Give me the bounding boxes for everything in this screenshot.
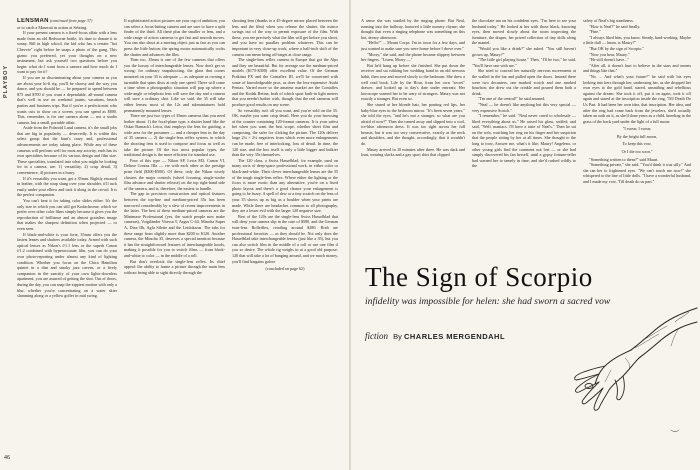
paragraph: But he'd hung up before she finished. She put down the receiver and sat rubbing her wedding band in an old nervous habit, then rose and moved slowly to the bedroom. She drew a well read book, Life by the Hour, from her own "secret" drawer, and looked up to day's date under entreats: Her horoscope warned her to be wary of strangers. Maury was not exactly a stranger. But even so. <box>361 62 465 102</box>
paragraph: "But OK by the sign of Scorpio." <box>589 45 645 51</box>
article-heading-line <box>17 18 117 25</box>
verse-line: To keep this vow, <box>622 141 652 147</box>
left-page <box>0 0 349 470</box>
story-column-1 <box>361 18 465 237</box>
paragraph: shooting lens (thanks to a 45-degree mirror placed between the lens and the film) when you release the shutter, the mirror swings out of the way to permit exposure of the film. With these, you see precisely what the film will get before you shoot, and you have no parallax problem whatever. This can be important in very close-up work, where a half-inch shift of the camera can mean being off-target at close range. <box>232 18 338 57</box>
paragraph: But don't overlook the single-lens reflex. Its chief appeal: the ability to frame a picture through the main lens without being able to sight directly through the <box>124 258 225 275</box>
byline-author: CHARLES MERGENDAHL <box>403 332 506 341</box>
paragraph: "Neal — he doesn't like anything but this very special — very expensive Scotch." <box>472 101 576 113</box>
verse-line: By the bright full moon, <box>616 133 658 139</box>
article-heading: LENSMAN <box>17 18 49 24</box>
paragraph: You can't beat it for taking color slides either. It's the only size in which you can still get Kodachrome, which we prefer over other color films simply because it gives you the reproduction of brilliance and an almost grainless image that makes the sharpest definition when projected — or even seen. <box>17 198 117 231</box>
paragraph: safety of Neal's big steadiness. <box>583 18 634 23</box>
paragraph: The gap in precision construction and optical features between the top-line and medium-priced 35s has been narrowed considerably by a slew of recent improvements in the latter. The best of these medium-priced cameras are the Minimaxe Professional (yes, the watch people now make cameras), Voigtländer Vitessa T, Argus C-44, Minolta Super A, Diax IIb, Agfa Silette and the Leidokaras. The tabs for these range from slightly more than $200 to $120. Another camera, the Minolta 35, deserves a special mention because it has the straightforward features of interchangeable hoods, making it possible for you to switch films — from black-and-white to color — in the middle of a roll. <box>124 191 225 258</box>
verse-line: "I swear, I swear, <box>622 126 652 132</box>
paragraph: Aside from the Polaroid Land camera, it's the small jobs that are big in popularity — deservedly. It is within this select group that the hunt's crazy and, professional advancements are today taking place. While any of these cameras will perform well for most any activity, each has its own specialties because of its various design and film size. These specialties, translated into what you might be looking for in a camera, are: 1) versatility, 2) crisp detail, 3) convenience, 4) pictures in a hurry. <box>17 125 117 176</box>
paragraph: "The little girl playing house." Then, "I'll be two," he said. "You'll have one with me." <box>472 57 576 68</box>
paragraph: She stared at her blonde hair, her pouting red lips, her baby-blue eyes in the bedroom mirror. "It's been seven years," she told the eyes, "and he's not a stranger, so what are you afraid of now?" Then she turned away and slipped into a cool, ice-blue afternoon dress. It was too tight across her full breasts, but it was too very conservative, exactly at the neck and shoulders, and she thought, accordingly, that it wouldn't do. <box>361 101 465 147</box>
article-column-1 <box>17 18 117 454</box>
paragraph: "Something written to them?" said Mauri. <box>589 156 659 162</box>
paragraph: Maury arrived in 10 minutes after three. He was dark and lean, wearing slacks and a gay sport shirt that clipped <box>361 146 465 158</box>
article-column-3 <box>232 18 338 454</box>
byline <box>365 331 505 341</box>
paragraph: Four of this type — Nikon SP, Leica M3, Canon VI, Deluxe Contax IIIa — vie with each other as the prestige prize field ($300-$500). Of these, only the Nikon wisely clusters the major controls (wheel focusing, single-stroke film advance and shutter release) on the top right-hand side of the camera, and is, therefore, the easiest to handle. <box>124 157 225 191</box>
paragraph: Then too, 35mm is one of the few cameras that offers you the luxury of interchangeable lenses. Now don't get us wrong: for ordinary snapshooting, the glass that comes mounted on your 35 is adequate — as adequate as owning a turntable that spins discs at only one speed. There will come a time when a photographic situation will pop up where a wide-angle or telephoto lens will save the day and a camera will save a ordinary shot. Like we said, the 35 will take either lenses; most of the 12s and subminiatures hold permanently mounted lenses. <box>124 57 225 113</box>
paragraph: If it's versatility you want, get a 35mm. Rightly encased in leather, with the strap slung over your shoulder, it'll tuck easily under your elbow and tuck it along in the crowd. It is the perfect companion. <box>17 175 117 198</box>
page-number: 46 <box>4 455 11 461</box>
paragraph: If black-and-white is your forte, 35mm offers you the fastest lenses and shutters available today. Armed with such optical lenses as Nikon's f/1.1 lens or the superb Canon f/1.2 combined with hyperaccurate film, you can do your own photo-reporting under almost any kind of lighting condition. Whether you focus on the Chica Hamilton quintet in a dim and smoky jazz cavern, or a lively companion in the sanctity of your own lights-downless apartment, you are assured of getting the shot. Out of doors, during the day, you can snap the zippiest motion with only a blur, whether you're concentrating on a water skier slamming along or a yellow golfer in mid swing. <box>17 231 117 299</box>
byline-genre: fiction <box>365 331 388 341</box>
paragraph: The single-lens reflex camera in Europe that got the Alps and they are beautiful. But for average use the medium-priced models ($175-$300) offer excellent value. Of the German Praktina FX and the Contaflex III, we'll be concerned with some of knowledgeable pros, as does the less-expensive Asahi Pentax. Varied more so the amateur market are the Contaflex and the Kodak Retina, both of which sport built-in light meters that you needn't bother with, though, that the real cameras will produce good results on any scene. <box>232 57 338 107</box>
paragraph: "After all, it doesn't hurt to believe in the stars and omens and things like that." <box>583 62 691 74</box>
paragraph: If you are as discriminating about your camera as you are about your hi-fi rig, you'll be choosy and the way you dance, and you should be — be prepared to spend between $75 and $700 if you want a dependable, all-round camera that's well in use on weekend jaunts, vacations, beach parties and business trips. But if you're a perfectionist who wants cuts to show on a screen, you can spend as $800. This, remember, is for one camera alone — not a studio camera, but a small, portable affair. <box>17 74 117 125</box>
paragraph: If your present camera is a fixed-focus affair with a lens made from an old Bedworne bottle, it's time to donate it to sonny. Bill in high school, the kid who has a certain "hot Chevvie" right before he snaps a photo of the gang. This gizmo you preferred, yet your thoughts on a new instrument, but ask yourself two questions before you begin: what do I want from a camera and how much do I want to pay for it? <box>17 30 117 75</box>
paragraph: "I always liked him, you know. Steady, hard-working. Maybe a little dull — hmm, is Maury?" <box>583 34 691 46</box>
paragraph: A sense she was startled by the ringing phone. But Neal, running into the hallway, honored a little nursery rhyme; she thought that even a ringing telephone was something on this hot, dreary afternoon. <box>361 18 465 40</box>
story-column-2 <box>472 18 576 237</box>
paragraph: She tried to conceal her naturally nervous movements at the walled in the bar and pulled open the doors. Instead there were two decanters, one marked scotch and one marked bourbon; she drew out the crinkle and poured them both a drink. <box>472 68 576 96</box>
story-title: The Sign of Scorpio <box>365 262 593 292</box>
article-column-2 <box>124 18 225 454</box>
continuation-note: (continued from page 37) <box>49 18 93 23</box>
paragraph: "How is Neal?" he said finally. <box>589 23 641 29</box>
right-page <box>351 0 700 470</box>
paragraph: There are just two types of 35mm cameras that you need bother about: 1) the focal-plane type, a shutter hand like the Oskar Barnack's Leica, that employs the lens for guiding, a wide area for the prosumer — and a cheaper lens in the day of 35 camera — 2) the single-lens reflex system, in which the shooting lens is used to compose and focus as well as take the picture. Of the two most popular types, the traditional design is the more efficient for standard use. <box>124 113 225 158</box>
paragraph: "He still doesn't have..." <box>589 57 630 63</box>
paragraph: "Hello?" ... Mount Corps. I'm in town for a few days, and just wanted to make sure you were home before I drove over." <box>361 40 465 51</box>
paragraph: or to catch a Maserati in action at Sebring. <box>17 24 88 30</box>
paragraph: The 120 class, a Swiss Hasselblad, for example, used on many sorts of deep-space professional work, in either color or black-and-white. Their clever interchangeable lenses are the 35 of the tough single-lens reflex. Where either the lighting or the focus is more exotic than any alternative, you're on a fixed photo layout and there's a good chance your enlargement is going to be fuzzy. A spell of dew or a tiny scratch on the lens of your 35 shows up as big as a boulder when your prints are made. While there are headaches common to all photography, they are a lesser evil with the larger 120 negative size. <box>232 157 338 214</box>
byline-by: By <box>393 332 402 341</box>
paragraph: "Fine." <box>589 29 601 35</box>
continued-on-note: (concluded on page 62) <box>265 266 305 272</box>
story-column-3 <box>583 18 691 237</box>
verse-line: Or I die too soon." <box>621 149 653 155</box>
paragraph: "Morry," she said, and the phone became slippery between her fingers. "Listen, Morry —" <box>361 51 465 63</box>
paragraph: "I remember," he said. "Neal never cared to wholesale —liked everything about us." He raised his glass, sniffed, and said, "Well, maniacs. I'll have a taste of Neal's." Then he sat on the sofa, watching her ring on his finger and her suspicion that the people sitting by her at all times. She thought to the long to trow, Answer me, what's it like, Maury! Angeleno, or other young girls find the comment not lost — or she had simply discovered his fan herself, until a gypsy fortune-teller had warned her to tamely in time, and she'd rushed wildly to the <box>472 113 576 169</box>
paragraph: "I'm one of the central!" he said amused. <box>478 96 546 102</box>
hand-holding-ring-illustration <box>539 300 699 450</box>
paragraph: If sophisticated action pictures are your cup of ambition, you can select a focus-hitting camera and are sure to have a split finder of the third. All these plus the smaller or lens, and a wide range of action cameras to get fast and smooth moves. You can also shoot at a moving object just as fast as you can press the little button; the spring motor automatically cocks the shutter and advances the film. <box>124 18 225 57</box>
paragraph: the chocolate tan on his confident eyes. "I'm here to see your husband today." He looked at her with those black, knowing eyes, then moved slowly about the room inspecting the furniture, the drapes, her prized collection of tiny dolls along the mantel. <box>472 18 576 46</box>
paragraph: So versatility isn't all you want, and you're sold on the 35. OK, maybe you want crisp detail. Here you do your browsing at the counter containing 120-format cameras. It is your safest bet when you want the best scope, whether sheet film and composing, the safer for clicking the picture. The 120s deliver large 2¼ × 2¼ negatives from which even more enlargements can be made, free of interlocking, loss of detail. In time, the 120 size, and the box itself is only a little bigger and bulkier than the very 35s themselves. <box>232 107 338 158</box>
paragraph: "Would you like a drink?" she asked. "You still haven't grown up, Maury?" <box>472 45 576 57</box>
story-subtitle: infidelity was impossible for helen: she had sworn a sacred vow <box>365 296 611 307</box>
paragraph: "Now you hear, Maury." <box>589 51 630 57</box>
paragraph: Best of the 120s are the single-lens Swiss Hasselblad that will deny your camera slip in the case of $580, and the German twin-lens Rolleiflex, retailing around $280. Both are professional favorites — as they should be. Not only does the Hasselblad take interchangeable lenses (just like a 35), but you can also switch film in the middle of a roll or use one film if you so desire. The whole rig weighs in at a good old purpose: 120 that will take a lot of banging around, and we much money, you'll find bargains galore <box>232 213 338 264</box>
magazine-name-tag: PLAYBOY <box>3 64 9 98</box>
paragraph: "No. ... And what's your future?" he said with his eyes looking into hers through her, undressing her, as she dropped her own eyes to the gold band, stared, unsmiling and rebellious against the dream. She took it off, put it on again, took it off again and stared at the inscription inside the ring, 'Till Death Do Us Part. It had been her own idea, that inscription. Her idea, and after the ring had come back from the jewelers, she'd actually taken an oath on it, as she'd done years as a child, kneeling in the grass of the back yard under the light of a full moon: <box>583 73 691 124</box>
paragraph: "Something private," she said. "You'd think it was silly." And she ran her to frightened eyes. "We can't touch me now!" she whispered to the line of little dolls. "I have a wonderful husband, and I made my vow, 'Till death do us part." <box>583 162 691 185</box>
